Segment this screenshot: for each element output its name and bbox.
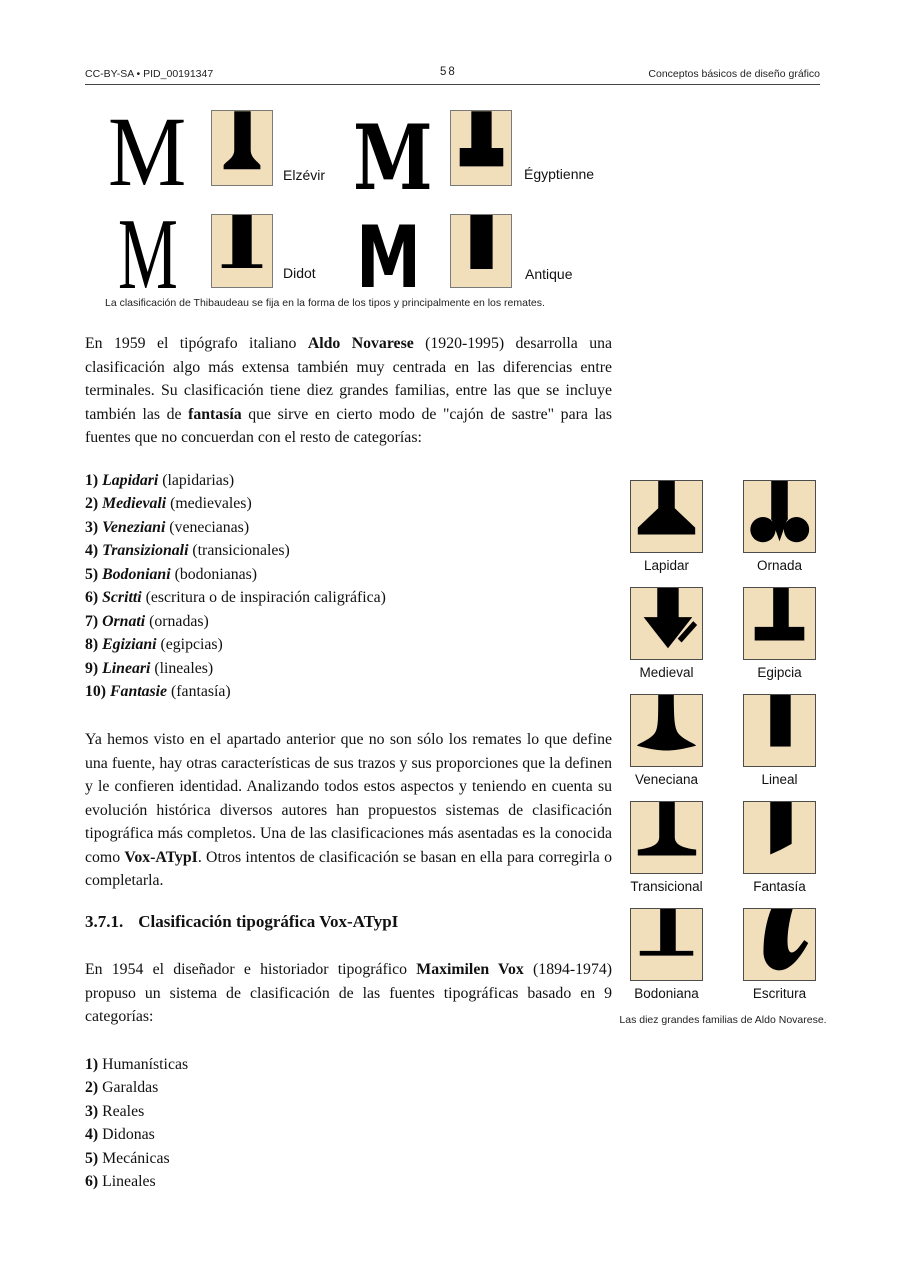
section-heading-371 — [85, 911, 398, 933]
elzevir-serif-detail-icon — [212, 111, 272, 185]
family-sample-escritura — [743, 908, 816, 1001]
egipcia-serif-icon — [744, 588, 815, 659]
family-sample-veneciana — [630, 694, 703, 787]
list-item: 1) Humanísticas — [85, 1056, 189, 1073]
paragraph-text: (1920-1995) desarrolla una clasificación algo más extensa también muy centrada en las diferencias entre terminales. Su clasificación tiene diez grandes familias, entre las que se incluye también las de — [85, 335, 612, 423]
family-label: Medieval — [639, 665, 694, 680]
didot-serif-detail-icon — [212, 215, 272, 287]
list-item: 6) Scritti (escritura o de inspiración caligráfica) — [85, 589, 386, 607]
list-vox-categories — [85, 1053, 612, 1194]
elzevir-serif-sample — [211, 110, 273, 186]
family-label: Lineal — [761, 772, 798, 787]
figure-novarese — [630, 480, 816, 1001]
list-item: 5) Mecánicas — [85, 1149, 170, 1167]
egyptienne-serif-detail-icon — [451, 111, 511, 185]
family-sample-lapidar — [630, 480, 703, 573]
paragraph-text: Ya hemos visto en el apartado anterior que no son sólo los remates lo que define una fuente, hay otras características de sus trazos y sus proporciones que la definen y le confieren identidad. Analizando todos estos aspectos y teniendo en cuenta su evolución histórica diversos autores han propuestos sistemas de clasificación tipográfica más completos. Una de las clasificaciones más asentadas es la conocida como — [85, 731, 612, 866]
lapidar-serif-icon — [631, 481, 702, 552]
family-label: Ornada — [756, 558, 803, 573]
didot-serif-sample — [211, 214, 273, 288]
figure-thibaudeau-caption: La clasificación de Thibaudeau se fija en la forma de los tipos y principalmente en los remates. — [105, 297, 545, 309]
list-item: 8) Egiziani (egipcias) — [85, 636, 223, 654]
section-number: 3.7.1. — [85, 912, 124, 931]
family-sample-medieval — [630, 587, 703, 680]
family-sample-transicional — [630, 801, 703, 894]
header-right: Conceptos básicos de diseño gráfico — [648, 68, 820, 80]
family-label: Bodoniana — [634, 986, 699, 1001]
list-item: 7) Ornati (ornadas) — [85, 612, 209, 630]
bold-fantasia: fantasía — [188, 405, 242, 423]
family-label: Escritura — [752, 986, 807, 1001]
specimen-m-antique: M — [356, 208, 422, 308]
family-label: Lapidar — [643, 558, 690, 573]
fig-label-didot: Didot — [283, 265, 316, 281]
list-item: 3) Veneziani (venecianas) — [85, 518, 250, 536]
family-sample-ornada — [743, 480, 816, 573]
list-item: 5) Bodoniani (bodonianas) — [85, 565, 258, 583]
ornada-serif-icon — [744, 481, 815, 552]
list-novarese-families — [85, 469, 612, 704]
bold-aldo-novarese: Aldo Novarese — [307, 335, 414, 352]
fig-label-antique: Antique — [525, 266, 573, 282]
specimen-m-elzevir: M — [108, 96, 187, 207]
paragraph-novarese — [85, 332, 612, 450]
bold-maximilen-vox: Maximilen Vox — [416, 961, 524, 978]
paragraph-vox-intro — [85, 728, 612, 893]
family-sample-lineal — [743, 694, 816, 787]
family-label: Veneciana — [634, 772, 699, 787]
fig-label-elzevir: Elzévir — [283, 167, 326, 183]
antique-serif-sample — [450, 214, 512, 288]
paragraph-text: En 1959 el tipógrafo italiano — [85, 335, 308, 352]
family-sample-fantasia — [743, 801, 816, 894]
header-left: CC-BY-SA • PID_00191347 — [85, 68, 214, 80]
list-item: 4) Didonas — [85, 1126, 155, 1144]
family-sample-egipcia — [743, 587, 816, 680]
list-item: 9) Lineari (lineales) — [85, 659, 214, 677]
family-label: Egipcia — [757, 665, 802, 680]
specimen-m-egyptienne: M — [353, 105, 433, 211]
paragraph-text: (1894-1974) propuso un sistema de clasificación de las fuentes tipográficas basado en 9 categorías: — [85, 961, 613, 1025]
transicional-serif-icon — [631, 802, 702, 873]
family-label: Transicional — [630, 879, 703, 894]
antique-serif-detail-icon — [451, 215, 511, 287]
bold-vox-atypi: Vox-ATypI — [124, 848, 198, 866]
bodoniana-serif-icon — [631, 909, 702, 980]
list-item: 4) Transizionali (transicionales) — [85, 542, 290, 560]
list-item: 10) Fantasie (fantasía) — [85, 683, 231, 701]
page-number: 58 — [440, 66, 457, 78]
medieval-serif-icon — [631, 588, 702, 659]
paragraph-text: En 1954 el diseñador e historiador tipográfico — [85, 961, 417, 978]
figure-novarese-caption: Las diez grandes familias de Aldo Novarese. — [619, 1014, 827, 1026]
section-title: Clasificación tipográfica Vox-ATypI — [138, 912, 399, 931]
header-rule — [85, 84, 820, 85]
escritura-serif-icon — [744, 909, 815, 980]
lineal-serif-icon — [744, 695, 815, 766]
list-item: 1) Lapidari (lapidarias) — [85, 472, 235, 489]
paragraph-text: que sirve en cierto modo de "cajón de sastre" para las fuentes que no concuerdan con el resto de categorías: — [85, 405, 612, 446]
family-label: Fantasía — [753, 879, 806, 894]
list-item: 2) Medievali (medievales) — [85, 495, 252, 513]
list-item: 2) Garaldas — [85, 1079, 159, 1097]
fig-label-egyptienne: Égyptienne — [524, 166, 595, 182]
paragraph-vox — [85, 958, 612, 1029]
paragraph-text: . Otros intentos de clasificación se basan en ella para corregirla o completarla. — [85, 848, 612, 889]
specimen-m-didot: M — [118, 198, 178, 311]
egyptienne-serif-sample — [450, 110, 512, 186]
list-item: 6) Lineales — [85, 1173, 156, 1191]
family-sample-bodoniana — [630, 908, 703, 1001]
list-item: 3) Reales — [85, 1102, 145, 1120]
veneciana-serif-icon — [631, 695, 702, 766]
fantasia-serif-icon — [744, 802, 815, 873]
